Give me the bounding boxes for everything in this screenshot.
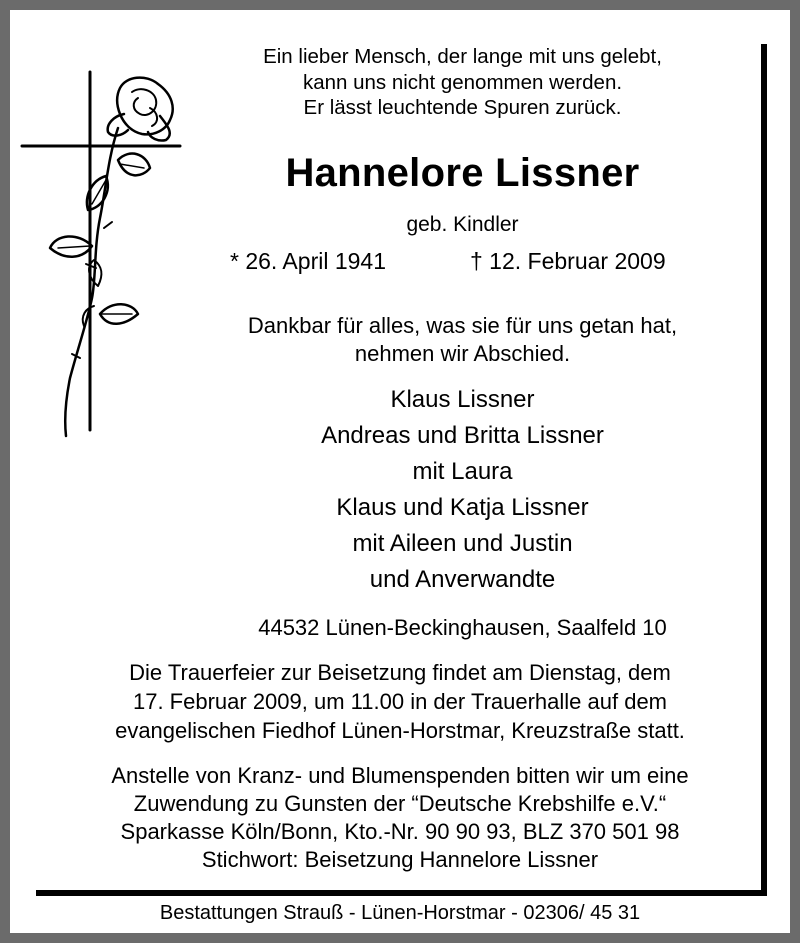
thanks-line: Dankbar für alles, was sie für uns getan hat, (247, 313, 678, 338)
frame-shadow-bottom (36, 890, 767, 896)
mourner-entry: Andreas und Britta Lissner (321, 422, 604, 449)
mourner-entry: mit Aileen und Justin (352, 530, 573, 557)
mourners-list (190, 382, 735, 598)
mourner-entry: mit Laura (412, 458, 513, 485)
motto-line: kann uns nicht genommen werden. (302, 70, 623, 94)
ceremony-info (30, 658, 770, 745)
motto-line: Er lässt leuchtende Spuren zurück. (303, 96, 622, 119)
death-date: † 12. Februar 2009 (470, 248, 666, 274)
ceremony-line: evangelischen Fiedhof Lünen-Horstmar, Kreuzstraße statt. (115, 718, 685, 743)
donation-line: Stichwort: Beisetzung Hannelore Lissner (201, 847, 599, 872)
funeral-home-footer: Bestattungen Strauß - Lünen-Horstmar - 02306/ 45 31 (159, 902, 641, 924)
memorial-motto (200, 44, 725, 121)
family-address: 44532 Lünen-Beckinghausen, Saalfeld 10 (258, 615, 667, 640)
motto-line: Ein lieber Mensch, der lange mit uns gelebt, (263, 45, 662, 68)
ceremony-line: 17. Februar 2009, um 11.00 in der Trauerhalle auf dem (132, 689, 668, 714)
mourner-entry: Klaus Lissner (390, 386, 535, 413)
donation-info (30, 762, 770, 874)
thanks-text (190, 312, 735, 368)
deceased-name: Hannelore Lissner (285, 151, 640, 195)
mourner-entry: Klaus und Katja Lissner (336, 494, 589, 521)
maiden-name: geb. Kindler (406, 213, 519, 236)
mourner-entry: und Anverwandte (369, 566, 556, 593)
ceremony-line: Die Trauerfeier zur Beisetzung findet am Dienstag, dem (129, 660, 671, 685)
thanks-line: nehmen wir Abschied. (354, 341, 571, 366)
donation-line: Zuwendung zu Gunsten der “Deutsche Krebshilfe e.V.“ (133, 791, 667, 816)
cross-rose-icon (20, 68, 190, 438)
donation-line: Sparkasse Köln/Bonn, Kto.-Nr. 90 90 93, BLZ 370 501 98 (120, 819, 680, 844)
donation-line: Anstelle von Kranz- und Blumenspenden bitten wir um eine (111, 763, 689, 788)
birth-date: * 26. April 1941 (230, 248, 387, 274)
